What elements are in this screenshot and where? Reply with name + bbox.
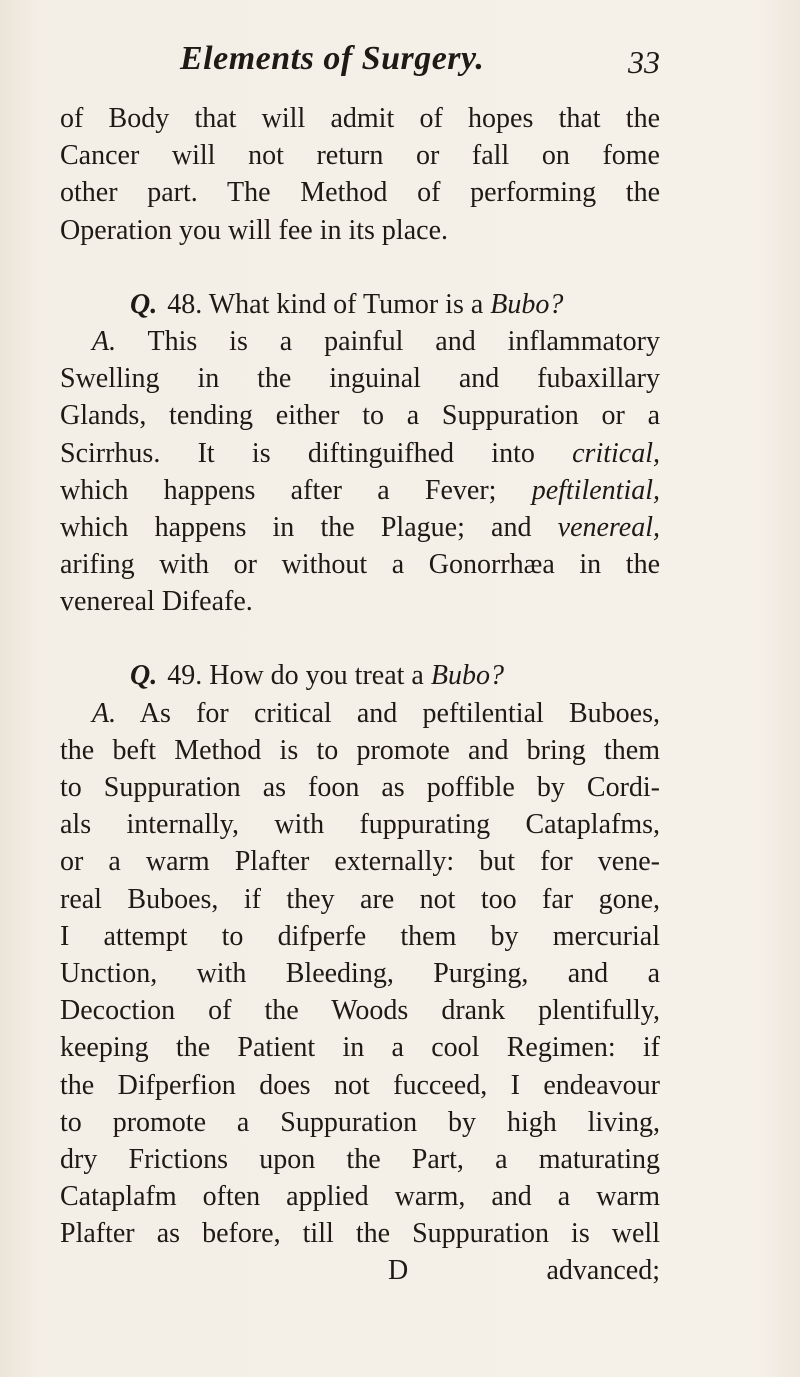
answer-line: Scirrhus. It is diftinguifhed into critical, (60, 437, 660, 469)
page-number: 33 (628, 44, 660, 80)
text-line: other part. The Method of performing the (60, 177, 660, 209)
body-text (60, 100, 660, 1290)
answer-line: Cataplafm often applied warm, and a warm (60, 1181, 660, 1213)
question-symbol: Q. (130, 288, 158, 320)
answer-line: which happens after a Fever; peftilential, (60, 474, 660, 506)
question-symbol: Q. (130, 660, 158, 692)
answer-line: real Buboes, if they are not too far gone, (60, 883, 660, 915)
page-footer (60, 1252, 660, 1289)
answer-line: Swelling in the inguinal and fubaxillary (60, 363, 660, 395)
running-title: Elements of Surgery. (180, 40, 485, 77)
answer-line: which happens in the Plague; and venereal, (60, 511, 660, 543)
answer-line: als internally, with fuppurating Cataplafms, (60, 809, 660, 841)
answer-line: Unction, with Bleeding, Purging, and a (60, 957, 660, 989)
text-line: of Body that will admit of hopes that the (60, 103, 660, 134)
answer-line: keeping the Patient in a cool Regimen: if (60, 1032, 660, 1064)
answer-line: Decoction of the Woods drank plentifully, (60, 995, 660, 1027)
catchword: advanced; (546, 1255, 660, 1287)
text-line: Cancer will not return or fall on fome (60, 140, 660, 172)
question-48 (60, 286, 660, 323)
question-text: 49. How do you treat a (167, 660, 431, 692)
answer-line: venereal Difeafe. (60, 586, 253, 618)
answer-line: dry Frictions upon the Part, a maturating (60, 1143, 660, 1175)
question-term: Bubo? (490, 288, 564, 320)
answer-line: the beft Method is to promote and bring them (60, 734, 660, 766)
answer-line: Glands, tending either to a Suppuration or a (60, 400, 660, 432)
signature-mark: D (388, 1255, 409, 1287)
question-49 (60, 657, 660, 694)
answer-line: I attempt to difperfe them by mercurial (60, 920, 660, 952)
answer-line: or a warm Plafter externally: but for vene- (60, 846, 660, 878)
answer-line: to promote a Suppuration by high living, (60, 1106, 660, 1138)
answer-label: A. (92, 697, 117, 729)
answer-line: A. This is a painful and inflammatory (92, 325, 660, 357)
answer-label: A. (92, 325, 117, 357)
answer-line: to Suppuration as foon as poffible by Cordi- (60, 772, 660, 803)
question-term: Bubo? (430, 660, 504, 692)
answer-line: Plafter as before, till the Suppuration is well (60, 1218, 660, 1250)
page-header (60, 40, 700, 90)
question-text: 48. What kind of Tumor is a (167, 288, 491, 320)
answer-line: A. As for critical and peftilential Buboes, (92, 697, 660, 729)
answer-line: arifing with or without a Gonorrhæa in the (60, 549, 660, 581)
answer-line: the Difperfion does not fucceed, I endeavour (60, 1069, 660, 1101)
text-line: Operation you will fee in its place. (60, 214, 448, 246)
